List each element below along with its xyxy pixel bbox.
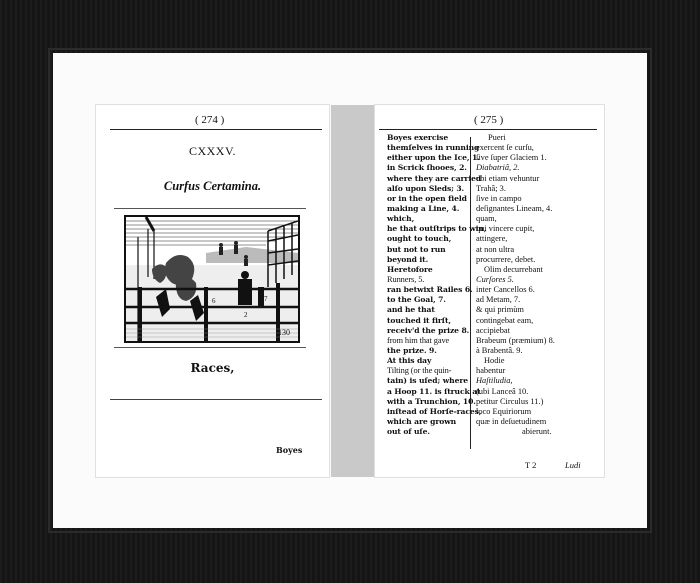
left-catchword: Boyes xyxy=(276,445,303,455)
english-line: a Hoop 11. is ſtruck at xyxy=(387,386,481,396)
english-line: receiv'd the prize 8. xyxy=(387,325,470,335)
latin-line: & qui primùm xyxy=(476,305,524,315)
signature-mark: T 2 xyxy=(525,460,537,470)
english-line: which are grown xyxy=(387,416,457,426)
latin-line: Trahâ; 3. xyxy=(476,183,506,193)
latin-line: quæ in deſuetudinem xyxy=(476,416,547,426)
english-line: tain) is uſed; where xyxy=(387,376,468,386)
latin-line: exercent ſe curſu, xyxy=(476,143,534,153)
left-page xyxy=(96,105,329,477)
latin-line: petitur Circulus 11.) xyxy=(476,396,544,406)
latin-line: loco Equiriorum xyxy=(476,406,532,416)
right-catchword: Ludi xyxy=(565,460,581,470)
english-line: ought to touch, xyxy=(387,234,452,244)
latin-line: quam, xyxy=(476,214,497,224)
latin-line: Brabeum (præmium) 8. xyxy=(476,335,555,345)
english-line: but not to run xyxy=(387,244,446,254)
chapter-number: CXXXV. xyxy=(188,144,237,158)
mark-7: 7 xyxy=(264,295,268,303)
english-line: where they are carried xyxy=(387,173,482,183)
english-line: beyond it. xyxy=(387,254,429,264)
illustration-bottom-rule xyxy=(114,347,306,348)
latin-line: (ubi Lanceâ 10. xyxy=(476,386,529,396)
english-line: the prize. 9. xyxy=(387,345,437,355)
latin-title: Curfus Certamina. xyxy=(163,179,262,193)
english-line: from him that gave xyxy=(387,335,450,345)
latin-column xyxy=(476,133,555,437)
english-line: out of uſe. xyxy=(387,427,430,437)
english-line: he that outſtrips to win, xyxy=(387,224,487,234)
english-line: and he that xyxy=(387,305,435,315)
english-line: At this day xyxy=(387,356,432,366)
latin-line: ſive in campo xyxy=(476,193,522,203)
english-line: in Scrick ſhooes, 2. xyxy=(387,163,467,173)
left-page-number: ( 274 ) xyxy=(195,114,225,126)
latin-line: Curſores 5. xyxy=(476,274,514,284)
latin-line: habentur xyxy=(476,366,506,376)
latin-line: contingebat eam, xyxy=(476,315,534,325)
english-line: themſelves in running xyxy=(387,143,480,153)
left-header-rule xyxy=(110,129,322,130)
english-line: ran betwixt Railes 6. xyxy=(387,285,473,295)
right-page xyxy=(375,105,604,477)
english-line: to the Goal, 7. xyxy=(387,295,446,305)
english-line: alſo upon Sleds; 3. xyxy=(387,183,465,193)
english-line: inſtead of Horſe-races, xyxy=(387,406,482,416)
frame-mat xyxy=(53,53,647,528)
latin-line: deſignantes Lineam, 4. xyxy=(476,203,553,213)
latin-line: Pueri xyxy=(488,133,506,142)
right-header-rule xyxy=(379,129,597,130)
latin-line: à Brabentâ. 9. xyxy=(476,345,523,355)
english-line: Runners, 5. xyxy=(387,274,425,284)
english-line: which, xyxy=(387,214,415,224)
latin-line: Hodie xyxy=(484,356,505,366)
latin-line: Haſtiludia, xyxy=(476,376,513,386)
latin-line: attingere, xyxy=(476,234,508,244)
english-line: either upon the Ice, 1. xyxy=(387,153,480,163)
latin-line: Diabatriâ, 2. xyxy=(476,163,520,173)
mark-2: 2 xyxy=(244,311,248,319)
english-line: Boyes exercise xyxy=(387,133,449,142)
book-gutter xyxy=(331,105,375,477)
english-line: making a Line, 4. xyxy=(387,203,460,213)
latin-line: Olim decurrebant xyxy=(484,264,543,274)
english-line: or in the open field xyxy=(387,193,467,203)
mark-6: 6 xyxy=(212,297,216,305)
left-footer-rule xyxy=(110,399,322,400)
latin-line: qui vincere cupit, xyxy=(476,224,535,234)
races-woodcut-illustration xyxy=(124,215,300,343)
english-line: touched it firſt, xyxy=(387,315,451,325)
english-line: Tilting (or the quin- xyxy=(387,366,452,376)
plate-number: 130 xyxy=(278,328,290,337)
latin-line: at non ultra xyxy=(476,244,515,254)
english-line: Heretofore xyxy=(387,264,433,274)
english-title: Races, xyxy=(190,361,235,375)
english-column xyxy=(387,133,486,437)
latin-line: ubi etiam vehuntur xyxy=(476,173,540,183)
latin-line: ad Metam, 7. xyxy=(476,295,521,305)
illustration-top-rule xyxy=(114,208,306,209)
right-page-number: ( 275 ) xyxy=(474,114,504,126)
woodcut-drawing xyxy=(126,217,298,341)
latin-line: procurrere, debet. xyxy=(476,254,536,264)
latin-line: inter Cancellos 6. xyxy=(476,285,535,295)
english-line: with a Trunchion, 10. xyxy=(387,396,476,406)
latin-line: ſive ſuper Glaciem 1. xyxy=(476,153,547,163)
latin-line: abierunt. xyxy=(522,427,552,437)
latin-line: accipiebat xyxy=(476,325,510,335)
